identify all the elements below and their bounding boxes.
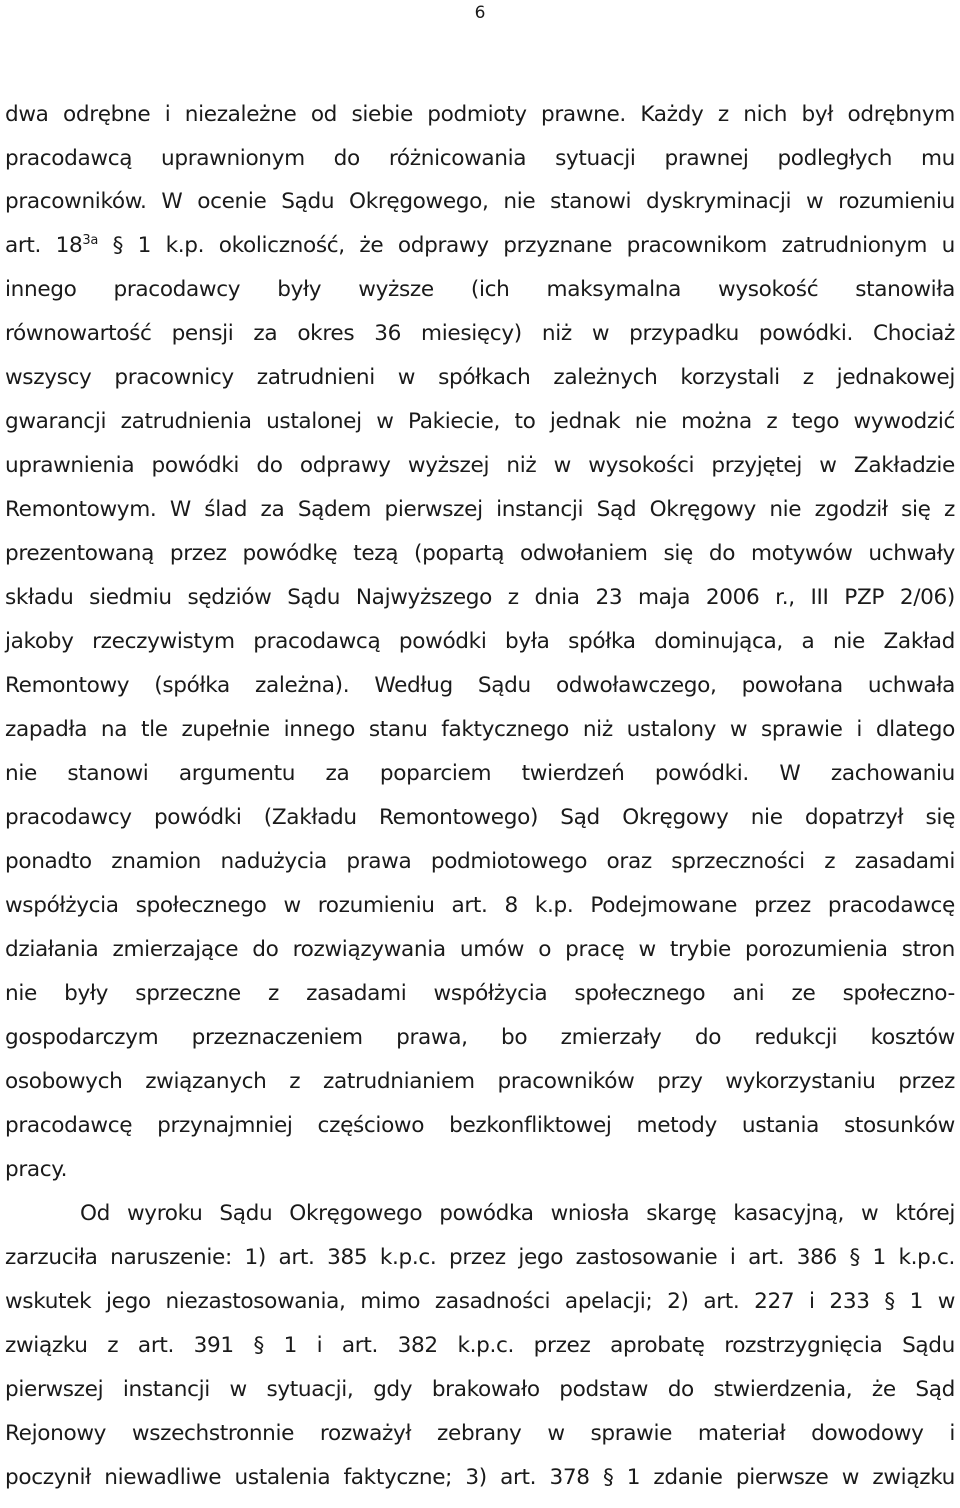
text-line: uprawnienia powódki do odprawy wyższej niż w wysokości przyjętej w Zakładzie: [5, 453, 955, 478]
line-text: zarzuciła naruszenie: 1) art. 385 k.p.c. przez jego zastosowanie i art. 386: [5, 1245, 837, 1270]
section-sign: §: [884, 1289, 895, 1314]
section-sign: §: [112, 233, 124, 258]
text-line: Remontowy (spółka zależna). Według Sądu odwoławczego, powołana uchwała: [5, 673, 955, 698]
text-line: współżycia społecznego w rozumieniu art. 8 k.p. Podejmowane przez pracodawcę: [5, 893, 955, 918]
text-line: [5, 1463, 955, 1493]
text-line: [5, 1331, 955, 1361]
section-sign: §: [602, 1465, 614, 1490]
text-line: pracodawcą uprawnionym do różnicowania sytuacji prawnej podległych mu: [5, 146, 955, 171]
section-sign: §: [253, 1333, 264, 1358]
line-text: związku z art. 391: [5, 1333, 234, 1358]
line-text: 1 w: [909, 1289, 956, 1314]
text-line: innego pracodawcy były wyższe (ich maksymalna wysokość stanowiła: [5, 277, 955, 302]
text-line: zapadła na tle zupełnie innego stanu faktycznego niż ustalony w sprawie i dlatego: [5, 717, 955, 742]
line-prefix: art. 18: [5, 233, 83, 258]
line-text: 1 k.p.c.: [872, 1245, 956, 1270]
text-line: wszyscy pracownicy zatrudnieni w spółkach zależnych korzystali z jednakowej: [5, 365, 955, 390]
superscript: 3a: [82, 233, 98, 248]
text-line: składu siedmiu sędziów Sądu Najwyższego z dnia 23 maja 2006 r., III PZP 2/06): [5, 585, 955, 610]
text-line: gospodarczym przeznaczeniem prawa, bo zmierzały do redukcji kosztów: [5, 1025, 955, 1050]
page-number: 6: [474, 3, 486, 23]
text-line: pracy.: [5, 1157, 68, 1182]
text-line: pierwszej instancji w sytuacji, gdy brakowało podstaw do stwierdzenia, że Sąd: [5, 1377, 955, 1402]
section-sign: §: [849, 1245, 860, 1270]
text-line: gwarancji zatrudnienia ustalonej w Pakiecie, to jednak nie można z tego wywodzić: [5, 409, 955, 434]
text-line: Remontowym. W ślad za Sądem pierwszej instancji Sąd Okręgowy nie zgodził się z: [5, 497, 955, 522]
text-line: dwa odrębne i niezależne od siebie podmioty prawne. Każdy z nich był odrębnym: [5, 102, 955, 127]
text-line: Od wyroku Sądu Okręgowego powódka wniosła skargę kasacyjną, w której: [80, 1201, 955, 1226]
text-line: Rejonowy wszechstronnie rozważył zebrany w sprawie materiał dowodowy i: [5, 1421, 955, 1446]
text-line: nie stanowi argumentu za poparciem twierdzeń powódki. W zachowaniu: [5, 761, 955, 786]
text-line: pracodawcy powódki (Zakładu Remontowego) Sąd Okręgowy nie dopatrzył się: [5, 805, 955, 830]
line-text: 1 zdanie pierwsze w związku: [626, 1465, 956, 1490]
text-line: osobowych związanych z zatrudnianiem pracowników przy wykorzystaniu przez: [5, 1069, 955, 1094]
line-text: poczynił niewadliwe ustalenia faktyczne; 3) art. 378: [5, 1465, 590, 1490]
text-line: równowartość pensji za okres 36 miesięcy) niż w przypadku powódki. Chociaż: [5, 321, 955, 346]
text-line: ponadto znamion nadużycia prawa podmiotowego oraz sprzeczności z zasadami: [5, 849, 955, 874]
text-line: [5, 231, 955, 261]
text-line: jakoby rzeczywistym pracodawcą powódki była spółka dominująca, a nie Zakład: [5, 629, 955, 654]
text-line: [5, 1287, 955, 1317]
text-line: nie były sprzeczne z zasadami współżycia społecznego ani ze społeczno-: [5, 981, 955, 1006]
line-text: 1 i art. 382 k.p.c. przez aprobatę rozstrzygnięcia Sądu: [283, 1333, 956, 1358]
text-line: pracodawcę przynajmniej częściowo bezkonfliktowej metody ustania stosunków: [5, 1113, 955, 1138]
line-text: 1 k.p. okoliczność, że odprawy przyznane pracownikom zatrudnionym u: [137, 233, 956, 258]
text-line: prezentowaną przez powódkę tezą (popartą odwołaniem się do motywów uchwały: [5, 541, 955, 566]
text-line: działania zmierzające do rozwiązywania umów o pracę w trybie porozumienia stron: [5, 937, 955, 962]
text-line: [5, 1243, 955, 1273]
line-text: wskutek jego niezastosowania, mimo zasadności apelacji; 2) art. 227 i 233: [5, 1289, 870, 1314]
text-line: pracowników. W ocenie Sądu Okręgowego, nie stanowi dyskryminacji w rozumieniu: [5, 189, 955, 214]
